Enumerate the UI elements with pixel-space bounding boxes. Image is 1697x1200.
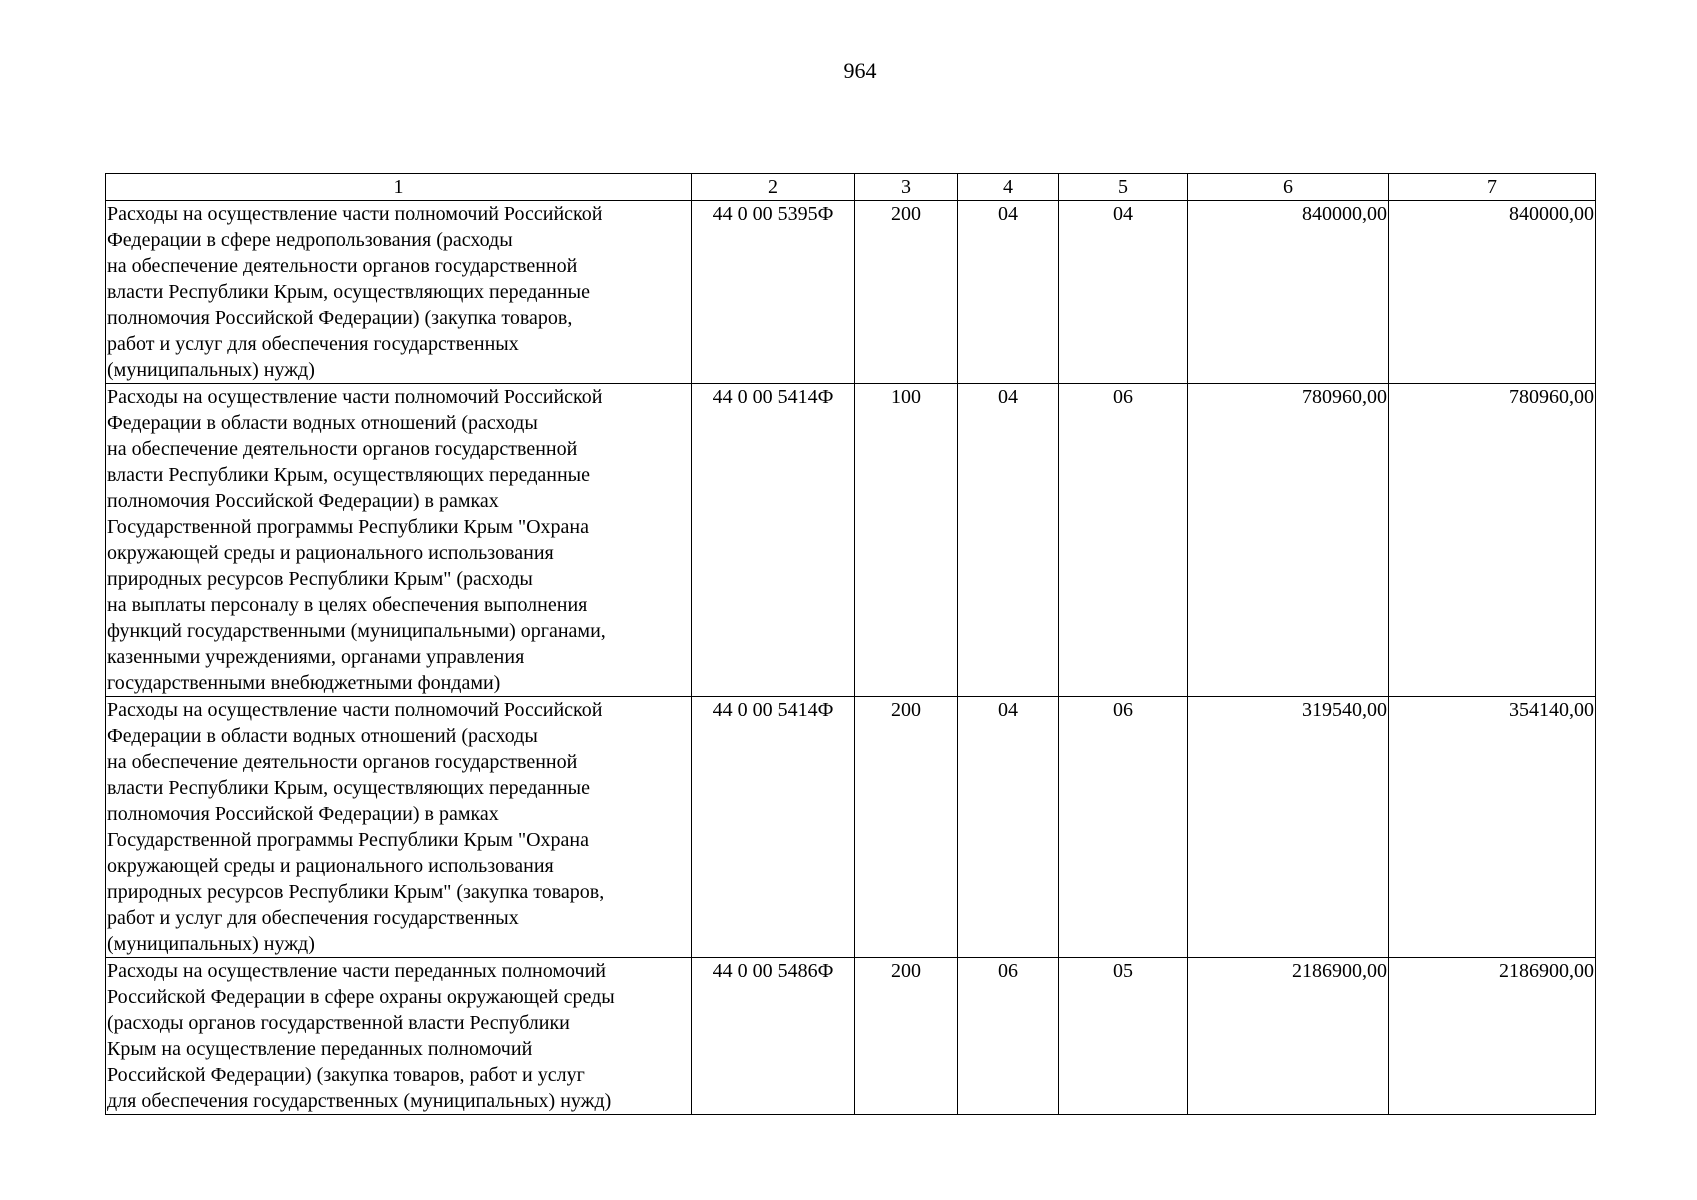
header-row bbox=[106, 174, 1596, 201]
description-line: окружающей среды и рационального использования bbox=[107, 542, 554, 564]
subsection-code: 06 bbox=[1059, 697, 1188, 958]
section-code: 04 bbox=[958, 697, 1059, 958]
amount-col-7: 354140,00 bbox=[1389, 697, 1596, 958]
row-description bbox=[106, 958, 692, 1115]
description-line: Федерации в области водных отношений (расходы bbox=[107, 725, 538, 747]
expense-type: 100 bbox=[855, 384, 958, 697]
target-article-code: 44 0 00 5395Ф bbox=[692, 201, 855, 384]
table-row bbox=[106, 384, 1596, 697]
description-line: работ и услуг для обеспечения государственных bbox=[107, 333, 519, 355]
description-line: Расходы на осуществление части полномочий Российской bbox=[107, 386, 603, 408]
amount-col-6: 780960,00 bbox=[1188, 384, 1389, 697]
header-col-1: 1 bbox=[106, 174, 692, 201]
description-line: для обеспечения государственных (муниципальных) нужд) bbox=[107, 1090, 612, 1112]
header-col-6: 6 bbox=[1188, 174, 1389, 201]
description-line: власти Республики Крым, осуществляющих переданные bbox=[107, 777, 590, 799]
expense-type: 200 bbox=[855, 201, 958, 384]
section-code: 06 bbox=[958, 958, 1059, 1115]
row-description bbox=[106, 201, 692, 384]
subsection-code: 04 bbox=[1059, 201, 1188, 384]
expense-type: 200 bbox=[855, 697, 958, 958]
description-line: на обеспечение деятельности органов государственной bbox=[107, 255, 578, 277]
description-line: Расходы на осуществление части переданных полномочий bbox=[107, 960, 606, 982]
amount-col-7: 780960,00 bbox=[1389, 384, 1596, 697]
description-line: казенными учреждениями, органами управления bbox=[107, 646, 525, 668]
description-line: полномочия Российской Федерации) (закупка товаров, bbox=[107, 307, 573, 329]
description-line: государственными внебюджетными фондами) bbox=[107, 672, 501, 694]
page-number: 964 bbox=[843, 58, 877, 83]
section-code: 04 bbox=[958, 384, 1059, 697]
description-line: природных ресурсов Республики Крым" (закупка товаров, bbox=[107, 881, 605, 903]
budget-table bbox=[105, 173, 1596, 1115]
description-line: Расходы на осуществление части полномочий Российской bbox=[107, 699, 603, 721]
description-line: Российской Федерации в сфере охраны окружающей среды bbox=[107, 986, 615, 1008]
description-line: Расходы на осуществление части полномочий Российской bbox=[107, 203, 603, 225]
table-row bbox=[106, 201, 1596, 384]
amount-col-6: 2186900,00 bbox=[1188, 958, 1389, 1115]
target-article-code: 44 0 00 5486Ф bbox=[692, 958, 855, 1115]
subsection-code: 05 bbox=[1059, 958, 1188, 1115]
description-line: Федерации в сфере недропользования (расходы bbox=[107, 229, 513, 251]
description-line: на обеспечение деятельности органов государственной bbox=[107, 751, 578, 773]
description-line: (муниципальных) нужд) bbox=[107, 933, 315, 955]
row-description bbox=[106, 384, 692, 697]
amount-col-6: 840000,00 bbox=[1188, 201, 1389, 384]
description-line: Федерации в области водных отношений (расходы bbox=[107, 412, 538, 434]
description-line: полномочия Российской Федерации) в рамках bbox=[107, 490, 499, 512]
description-line: полномочия Российской Федерации) в рамках bbox=[107, 803, 499, 825]
amount-col-6: 319540,00 bbox=[1188, 697, 1389, 958]
description-line: на обеспечение деятельности органов государственной bbox=[107, 438, 578, 460]
description-line: (муниципальных) нужд) bbox=[107, 359, 315, 381]
description-line: Государственной программы Республики Крым "Охрана bbox=[107, 516, 590, 538]
header-col-3: 3 bbox=[855, 174, 958, 201]
amount-col-7: 840000,00 bbox=[1389, 201, 1596, 384]
expense-type: 200 bbox=[855, 958, 958, 1115]
header-col-5: 5 bbox=[1059, 174, 1188, 201]
description-line: власти Республики Крым, осуществляющих переданные bbox=[107, 281, 590, 303]
subsection-code: 06 bbox=[1059, 384, 1188, 697]
header-col-2: 2 bbox=[692, 174, 855, 201]
description-line: на выплаты персоналу в целях обеспечения выполнения bbox=[107, 594, 588, 616]
description-line: функций государственными (муниципальными) органами, bbox=[107, 620, 606, 642]
description-line: окружающей среды и рационального использования bbox=[107, 855, 554, 877]
description-line: природных ресурсов Республики Крым" (расходы bbox=[107, 568, 533, 590]
target-article-code: 44 0 00 5414Ф bbox=[692, 697, 855, 958]
description-line: (расходы органов государственной власти Республики bbox=[107, 1012, 570, 1034]
table-row bbox=[106, 697, 1596, 958]
description-line: работ и услуг для обеспечения государственных bbox=[107, 907, 519, 929]
amount-col-7: 2186900,00 bbox=[1389, 958, 1596, 1115]
header-col-4: 4 bbox=[958, 174, 1059, 201]
description-line: Государственной программы Республики Крым "Охрана bbox=[107, 829, 590, 851]
section-code: 04 bbox=[958, 201, 1059, 384]
table-row bbox=[106, 958, 1596, 1115]
description-line: Российской Федерации) (закупка товаров, работ и услуг bbox=[107, 1064, 585, 1086]
row-description bbox=[106, 697, 692, 958]
description-line: власти Республики Крым, осуществляющих переданные bbox=[107, 464, 590, 486]
target-article-code: 44 0 00 5414Ф bbox=[692, 384, 855, 697]
description-line: Крым на осуществление переданных полномочий bbox=[107, 1038, 533, 1060]
header-col-7: 7 bbox=[1389, 174, 1596, 201]
